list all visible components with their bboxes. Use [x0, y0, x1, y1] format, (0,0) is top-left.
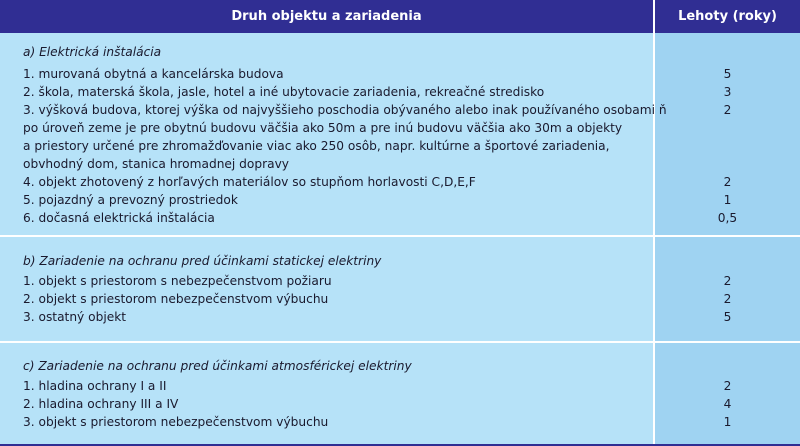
- list-item: 5. pojazdný a prevozný prostriedok: [23, 193, 238, 207]
- table-header: [0, 0, 800, 33]
- deadline-value: 2: [723, 175, 732, 189]
- list-item: 1. hladina ochrany I a II: [23, 379, 167, 393]
- list-item: 2. škola, materská škola, jasle, hotel a iné ubytovacie zariadenia, rekreačné stredisko: [23, 85, 545, 99]
- list-item: 3. výšková budova, ktorej výška od najvyššieho poschodia obývaného alebo inak používaného osobami ň: [23, 103, 667, 117]
- section-divider: [0, 341, 800, 343]
- list-item: 1. objekt s priestorom s nebezpečenstvom požiaru: [23, 274, 332, 288]
- deadline-value: 2: [723, 103, 732, 117]
- list-item: 2. objekt s priestorom nebezpečenstvom výbuchu: [23, 292, 329, 306]
- list-item: 3. objekt s priestorom nebezpečenstvom výbuchu: [23, 415, 329, 429]
- deadline-value: 5: [723, 310, 732, 324]
- list-item: 2. hladina ochrany III a IV: [23, 397, 179, 411]
- list-item: 1. murovaná obytná a kancelárska budova: [23, 67, 284, 81]
- header-object-type: Druh objektu a zariadenia: [0, 0, 655, 33]
- list-item-continuation: obvhodný dom, stanica hromadnej dopravy: [23, 157, 290, 171]
- deadline-value: 2: [723, 292, 732, 306]
- deadline-value: 3: [723, 85, 732, 99]
- list-item-continuation: po úroveň zeme je pre obytnú budovu väčšia ako 50m a pre inú budovu väčšia ako 30m a objekty: [23, 121, 623, 135]
- list-item-continuation: a priestory určené pre zhromažďovanie viac ako 250 osôb, napr. kultúrne a športové zariadenia,: [23, 139, 610, 153]
- section-title-static: b) Zariadenie na ochranu pred účinkami statickej elektriny: [23, 254, 382, 268]
- list-item: 6. dočasná elektrická inštalácia: [23, 211, 215, 225]
- deadline-value: 4: [723, 397, 732, 411]
- deadline-value: 1: [723, 415, 732, 429]
- deadline-value: 1: [723, 193, 732, 207]
- list-item: 3. ostatný objekt: [23, 310, 127, 324]
- header-deadlines: Lehoty (roky): [678, 9, 777, 24]
- deadline-value: 5: [723, 67, 732, 81]
- section-divider: [0, 235, 800, 237]
- section-title-electrical: a) Elektrická inštalácia: [23, 45, 162, 59]
- section-title-atmospheric: c) Zariadenie na ochranu pred účinkami atmosférickej elektriny: [23, 359, 412, 373]
- list-item: 4. objekt zhotovený z horľavých materiálov so stupňom horlavosti C,D,E,F: [23, 175, 476, 189]
- deadline-value: 0,5: [717, 211, 738, 225]
- deadline-value: 2: [723, 379, 732, 393]
- deadline-value: 2: [723, 274, 732, 288]
